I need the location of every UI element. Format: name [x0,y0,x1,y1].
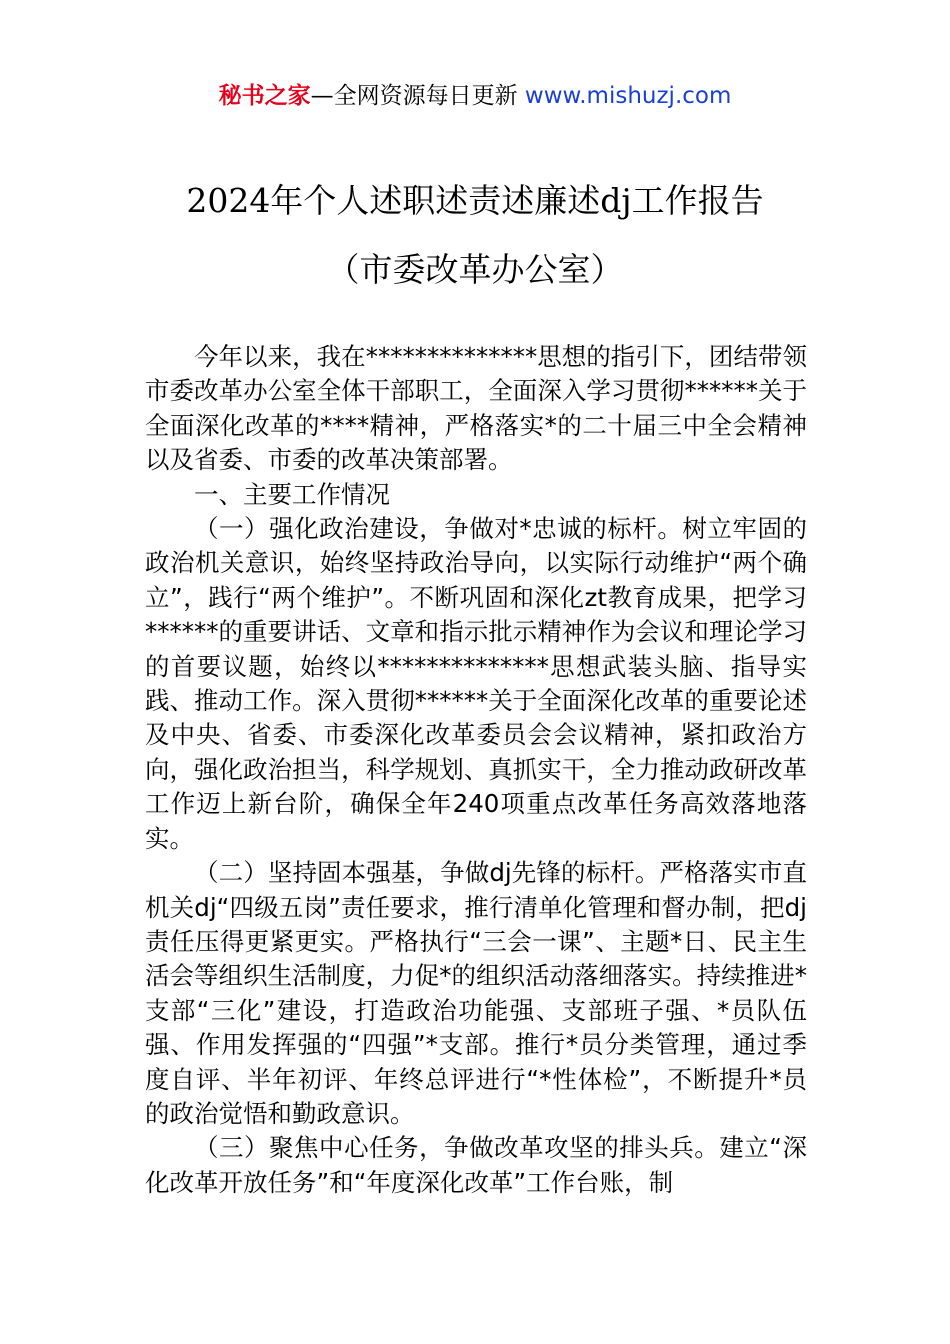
document-title: 2024年个人述职述责述廉述dj工作报告 [186,181,764,220]
document-subtitle: （市委改革办公室） [326,250,624,289]
document-body [145,340,807,1200]
paragraph-central-tasks: （三）聚焦中心任务，争做改革攻坚的排头兵。建立“深化改革开放任务”和“年度深化改革”工作台账，制 [145,1133,807,1197]
site-brand: 秘书之家 [218,83,311,109]
site-url-link[interactable]: www.mishuzj.com [524,83,732,109]
section-heading: 一、主要工作情况 [194,479,390,509]
paragraph-political-building: （一）强化政治建设，争做对*忠诚的标杆。树立牢固的政治机关意识，始终坚持政治导向，以实际行动维护“两个确立”，践行“两个维护”。不断巩固和深化zt教育成果，把学习******的重要讲话、文章和指示批示精神作为会议和理论学习的首要议题，始终以**************思想武装头脑、指导实践、推动工作。深入贯彻******关于全面深化改革的重要论述及中央、省委、市委深化改革委员会会议精神，紧扣政治方向，强化政治担当，科学规划、真抓实干，全力推动政研改革工作迈上新台阶，确保全年240项重点改革任务高效落地落实。 [145,514,807,853]
paragraph-party-foundation: （二）坚持固本强基，争做dj先锋的标杆。严格落实市直机关dj“四级五岗”责任要求，推行清单化管理和督办制，把dj责任压得更紧更实。严格执行“三会一课”、主题*日、民主生活会等组织生活制度，力促*的组织活动落细落实。持续推进*支部“三化”建设，打造政治功能强、支部班子强、*员队伍强、作用发挥强的“四强”*支部。推行*员分类管理，通过季度自评、半年初评、年终总评进行“*性体检”，不断提升*员的政治觉悟和勤政意识。 [145,858,807,1128]
site-header [0,80,950,112]
site-slogan: —全网资源每日更新 [310,83,525,109]
paragraph-intro: 今年以来，我在**************思想的指引下，团结带领市委改革办公室全体干部职工，全面深入学习贯彻******关于全面深化改革的****精神，严格落实*的二十届三中全会精神以及省委、市委的改革决策部署。 [145,342,807,475]
